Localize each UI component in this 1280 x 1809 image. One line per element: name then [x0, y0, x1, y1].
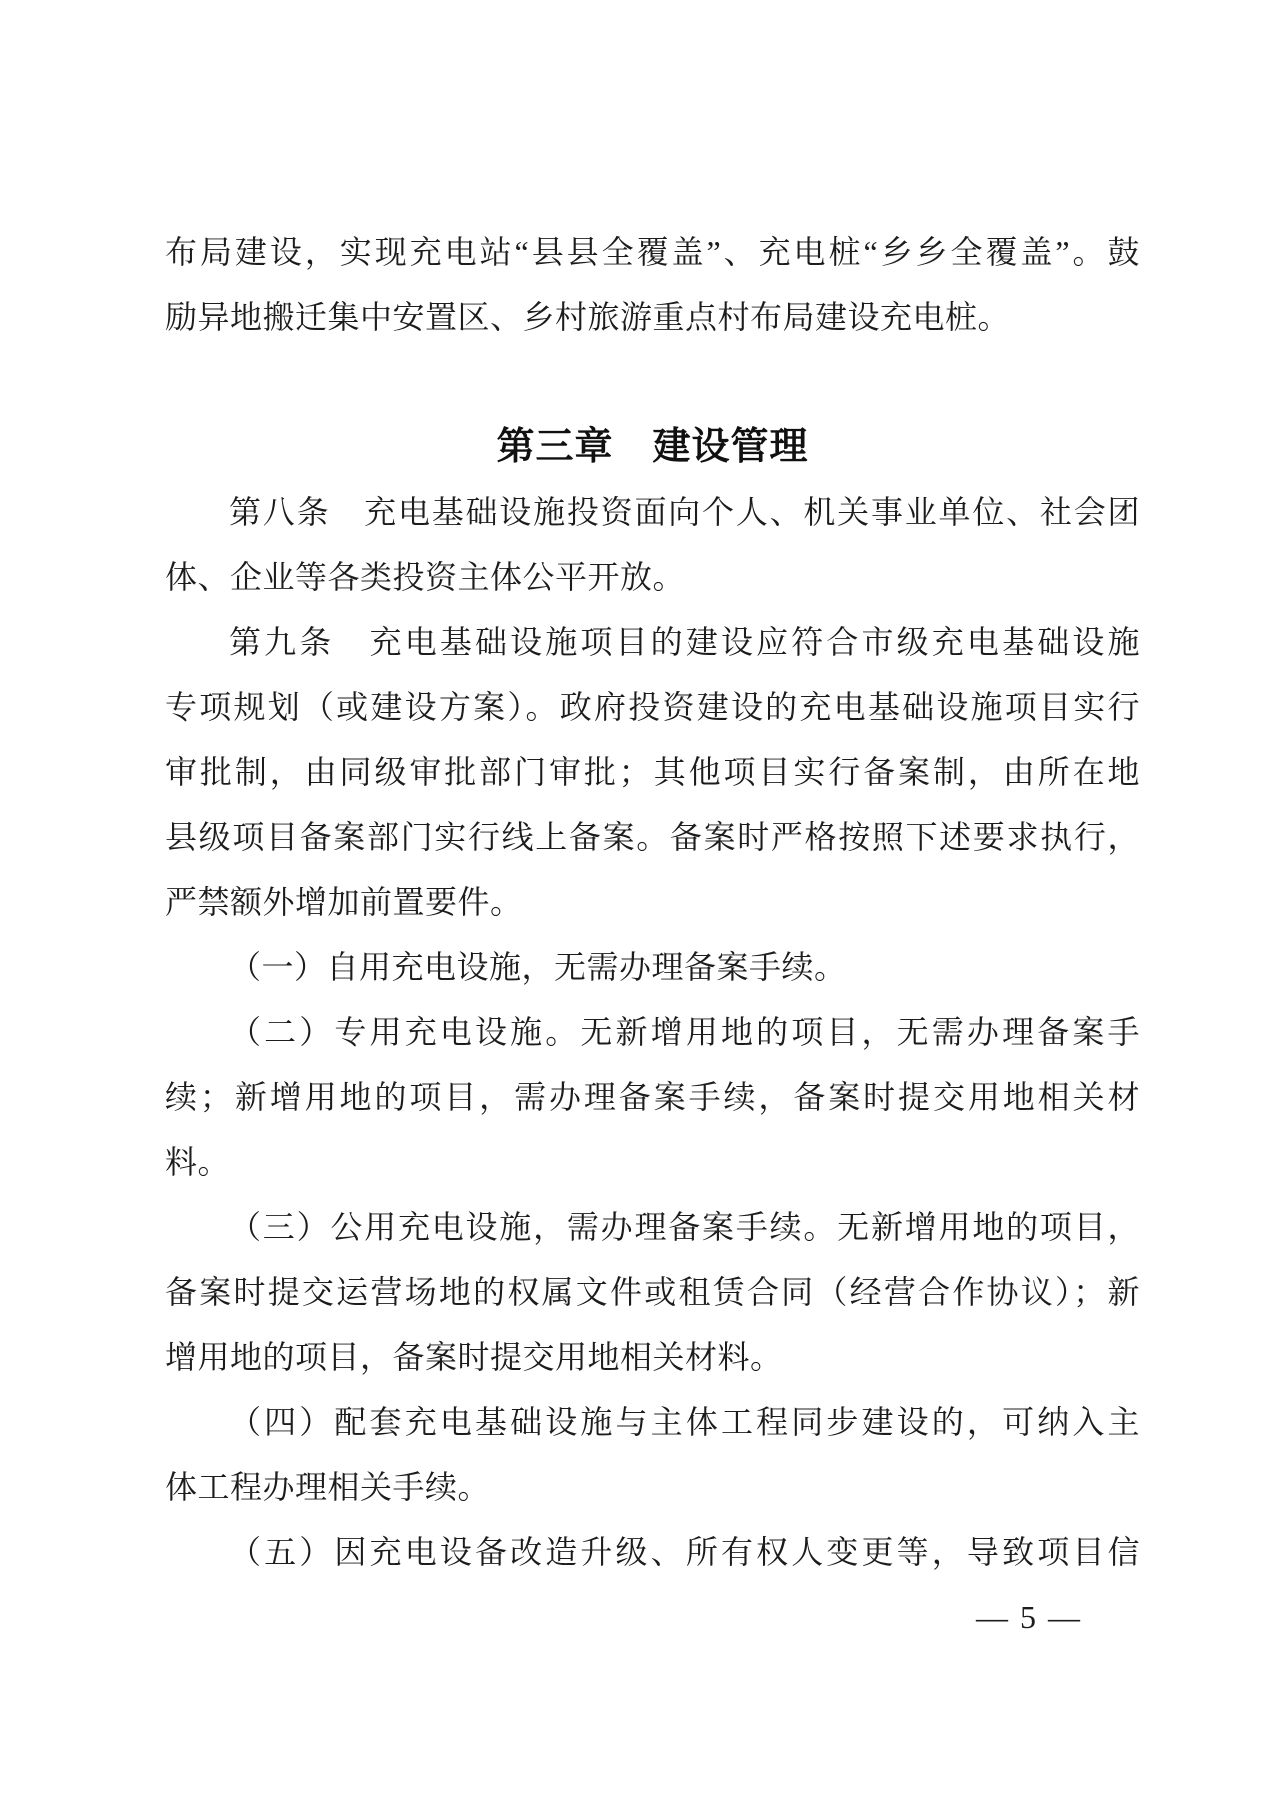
text-line: 体、企业等各类投资主体公平开放。 [165, 559, 686, 595]
para-item-3 [165, 1195, 1140, 1390]
document-body [0, 220, 1280, 1585]
text-line: （五）因充电设备改造升级、所有权人变更等，导致项目信 [229, 1534, 1140, 1570]
chapter-heading: 第三章 建设管理 [496, 426, 809, 468]
text-line: 审批制，由同级审批部门审批；其他项目实行备案制，由所在地 [165, 754, 1140, 790]
text-line: 励异地搬迁集中安置区、乡村旅游重点村布局建设充电桩。 [165, 299, 1011, 335]
para-item-2 [165, 1000, 1140, 1195]
text-line: 料。 [165, 1144, 231, 1180]
text-line: 县级项目备案部门实行线上备案。备案时严格按照下述要求执行， [165, 819, 1140, 855]
text-line: （三）公用充电设施，需办理备案手续。无新增用地的项目， [229, 1209, 1140, 1245]
text-line: 专项规划（或建设方案）。政府投资建设的充电基础设施项目实行 [165, 689, 1140, 725]
text-line: （四）配套充电基础设施与主体工程同步建设的，可纳入主 [229, 1404, 1140, 1440]
para-continued-from-previous-page [165, 220, 1140, 350]
text-line: 备案时提交运营场地的权属文件或租赁合同（经营合作协议）；新 [165, 1274, 1140, 1310]
text-line: 第八条 充电基础设施投资面向个人、机关事业单位、社会团 [229, 494, 1140, 530]
text-line: 续；新增用地的项目，需办理备案手续，备案时提交用地相关材 [165, 1079, 1140, 1115]
para-item-4 [165, 1390, 1140, 1520]
text-line: 增用地的项目，备案时提交用地相关材料。 [165, 1339, 783, 1375]
text-line: 体工程办理相关手续。 [165, 1469, 491, 1505]
para-item-5 [165, 1520, 1140, 1585]
text-line: 严禁额外增加前置要件。 [165, 884, 523, 920]
text-line: 布局建设，实现充电站“县县全覆盖”、充电桩“乡乡全覆盖”。鼓 [165, 234, 1140, 270]
text-line: 第九条 充电基础设施项目的建设应符合市级充电基础设施 [229, 624, 1140, 660]
text-line: （一）自用充电设施，无需办理备案手续。 [229, 949, 847, 985]
page-number: — 5 — [976, 1599, 1082, 1635]
text-line: （二）专用充电设施。无新增用地的项目，无需办理备案手 [229, 1014, 1140, 1050]
para-article-9 [165, 610, 1140, 935]
para-item-1 [165, 935, 1140, 1000]
chapter-paragraphs [165, 480, 1140, 1585]
para-article-8 [165, 480, 1140, 610]
intro-paragraphs [165, 220, 1140, 350]
